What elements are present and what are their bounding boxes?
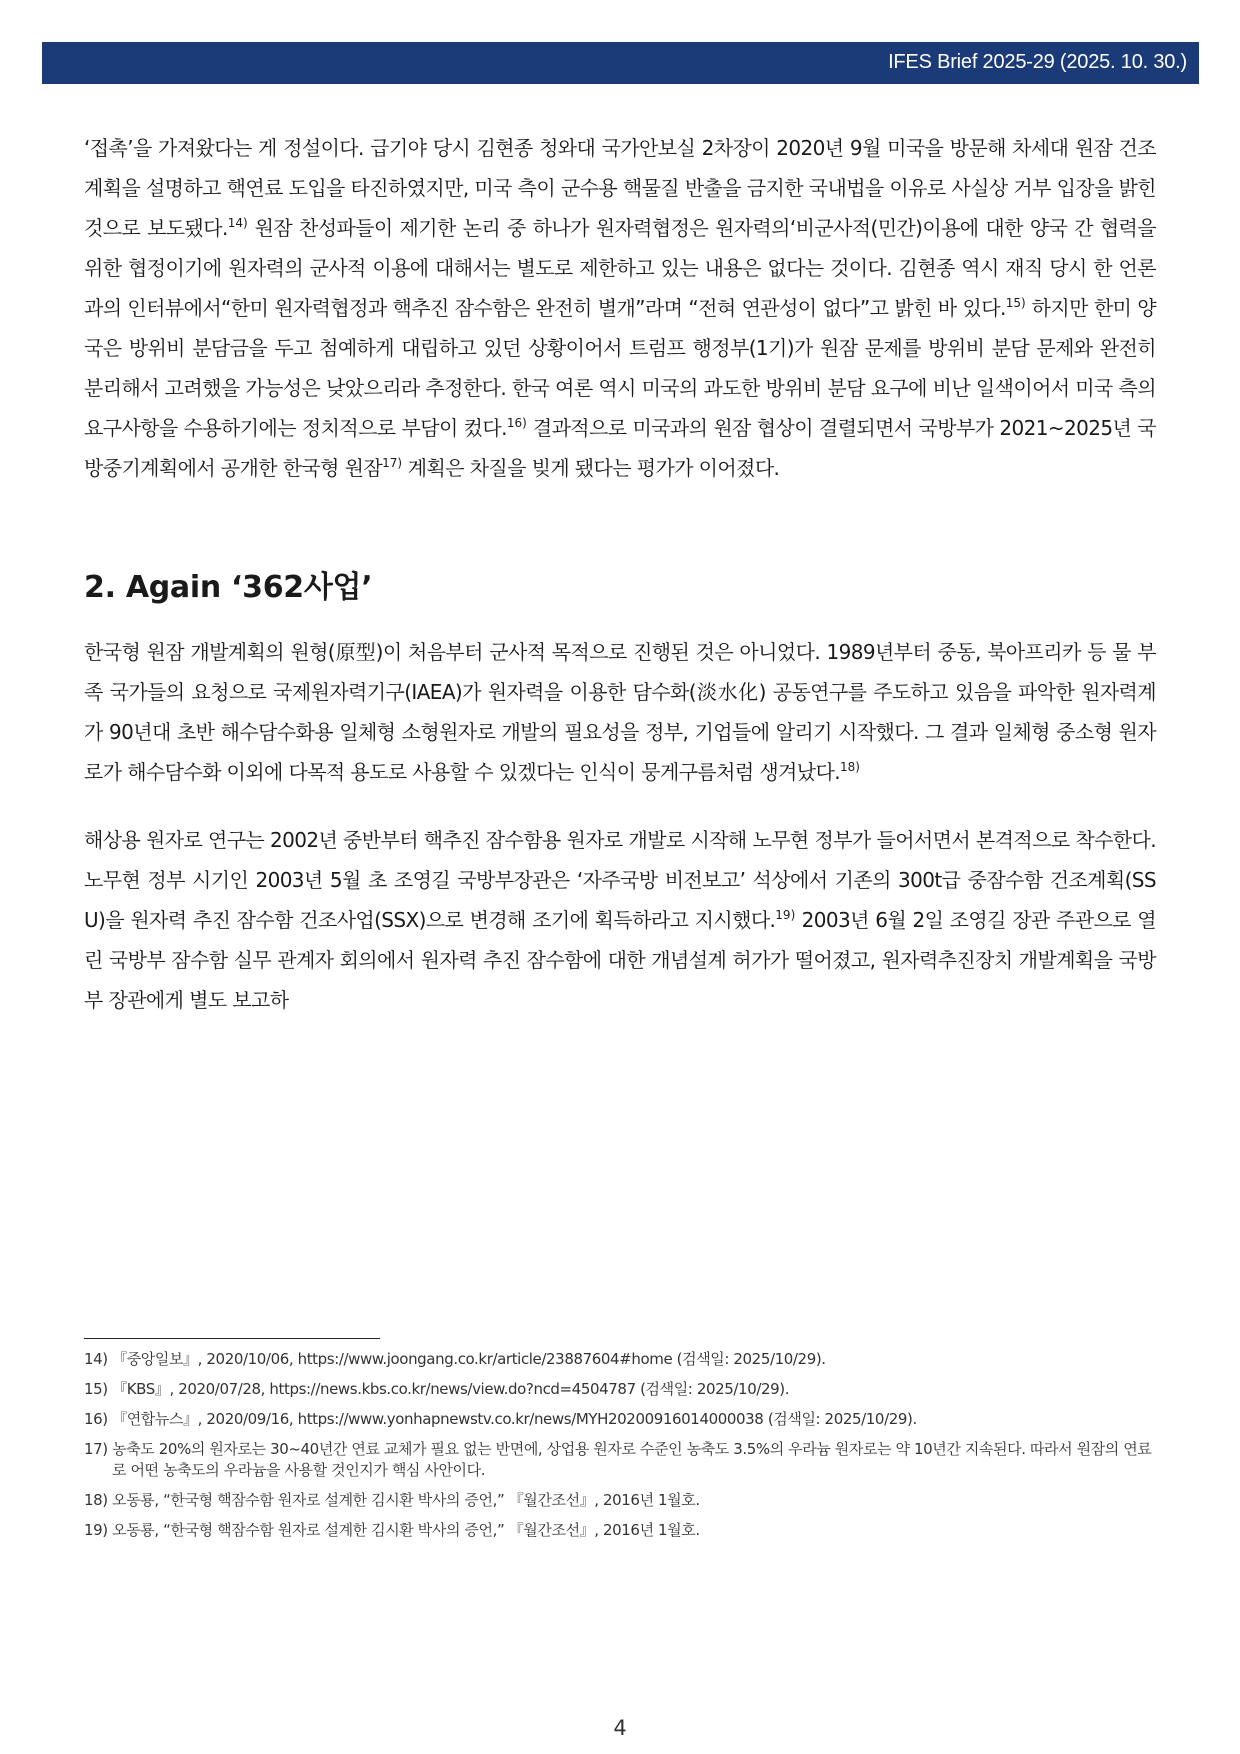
paragraph bbox=[84, 820, 1156, 1020]
text-run: 2003년 6월 2일 조영길 장관 주관으로 열린 국방부 잠수함 실무 관계자 회의에서 원자력 추진 잠수함에 대한 개념설계 허가가 떨어졌고, 원자력추진장치 개발계획을 국방부 장관에게 별도 보고하 bbox=[84, 908, 1156, 1012]
brief-label: IFES Brief 2025-29 (2025. 10. 30.) bbox=[888, 51, 1187, 73]
footnote-item: 17) 농축도 20%의 원자로는 30~40년간 연료 교체가 필요 없는 반면에, 상업용 원자로 수준인 농축도 3.5%의 우라늄 원자로는 약 10년간 지속된다. 따라서 원잠의 연료로 어떤 농축도의 우라늄을 사용할 것인지가 핵심 사안이다. bbox=[84, 1440, 1152, 1479]
footnote-ref[interactable]: 15) bbox=[1005, 296, 1026, 310]
footnote-item: 14) 『중앙일보』, 2020/10/06, https://www.joongang.co.kr/article/23887604#home (검색일: 2025/10/29). bbox=[84, 1350, 826, 1368]
footnote-ref[interactable]: 14) bbox=[227, 216, 248, 230]
footnote-ref[interactable]: 17) bbox=[382, 456, 403, 470]
footnote-ref[interactable]: 18) bbox=[839, 760, 860, 774]
header-bar bbox=[42, 42, 1199, 84]
footnote-item: 16) 『연합뉴스』, 2020/09/16, https://www.yonhapnewstv.co.kr/news/MYH20200916014000038 (검색일: 2025/10/29). bbox=[84, 1410, 917, 1428]
text-run: 한국형 원잠 개발계획의 원형(原型)이 처음부터 군사적 목적으로 진행된 것은 아니었다. 1989년부터 중동, 북아프리카 등 물 부족 국가들의 요청으로 국제원자력기구(IAEA)가 원자력을 이용한 담수화(淡水化) 공동연구를 주도하고 있음을 파악한 원자력계가 90년대 초반 해수담수화용 일체형 소형원자로 개발의 필요성을 정부, 기업들에 알리기 시작했다. 그 결과 일체형 중소형 원자로가 해수담수화 이외에 다목적 용도로 사용할 수 있겠다는 인식이 뭉게구름처럼 생겨났다. bbox=[84, 640, 1156, 784]
text-run: 결과적으로 미국과의 원잠 협상이 결렬되면서 국방부가 2021~2025년 국방중기계획에서 공개한 한국형 원잠 bbox=[84, 416, 1156, 480]
text-run: 해상용 원자로 연구는 2002년 중반부터 핵추진 잠수함용 원자로 개발로 시작해 노무현 정부가 들어서면서 본격적으로 착수한다. 노무현 정부 시기인 2003년 5월 초 조영길 국방부장관은 ‘자주국방 비전보고’ 석상에서 기존의 300t급 중잠수함 건조계획(SSU)을 원자력 추진 잠수함 건조사업(SSX)으로 변경해 조기에 획득하라고 지시했다. bbox=[84, 828, 1156, 932]
footnote-item: 18) 오동룡, “한국형 핵잠수함 원자로 설계한 김시환 박사의 증언,” 『월간조선』, 2016년 1월호. bbox=[84, 1491, 700, 1509]
text-run: 하지만 한미 양국은 방위비 분담금을 두고 첨예하게 대립하고 있던 상황이어서 트럼프 행정부(1기)가 원잠 문제를 방위비 분담 문제와 완전히 분리해서 고려했을 가능성은 낮았으리라 추정한다. 한국 여론 역시 미국의 과도한 방위비 분담 요구에 비난 일색이어서 미국 측의 요구사항을 수용하기에는 정치적으로 부담이 컸다. bbox=[84, 296, 1156, 440]
footnote-ref[interactable]: 16) bbox=[506, 416, 527, 430]
main-content bbox=[84, 128, 1156, 1020]
footnote-item: 19) 오동룡, “한국형 핵잠수함 원자로 설계한 김시환 박사의 증언,” 『월간조선』, 2016년 1월호. bbox=[84, 1521, 700, 1539]
footnote-ref[interactable]: 19) bbox=[775, 908, 796, 922]
text-run: 원잠 찬성파들이 제기한 논리 중 하나가 원자력협정은 원자력의‘비군사적(민간)이용에 대한 양국 간 협력을 위한 협정이기에 원자력의 군사적 이용에 대해서는 별도로 제한하고 있는 내용은 없다는 것이다. 김현종 역시 재직 당시 한 언론과의 인터뷰에서“한미 원자력협정과 핵추진 잠수함은 완전히 별개”라며 “전혀 연관성이 없다”고 밝힌 바 있다. bbox=[84, 216, 1156, 320]
text-run: 계획은 차질을 빚게 됐다는 평가가 이어졌다. bbox=[402, 456, 780, 480]
footnote-item: 15) 『KBS』, 2020/07/28, https://news.kbs.co.kr/news/view.do?ncd=4504787 (검색일: 2025/10/29). bbox=[84, 1380, 790, 1398]
page-number: 4 bbox=[613, 1716, 627, 1740]
text-run: ‘접촉’을 가져왔다는 게 정설이다. 급기야 당시 김현종 청와대 국가안보실 2차장이 2020년 9월 미국을 방문해 차세대 원잠 건조계획을 설명하고 핵연료 도입을 타진하였지만, 미국 측이 군수용 핵물질 반출을 금지한 국내법을 이유로 사실상 거부 입장을 밝힌 것으로 보도됐다. bbox=[84, 136, 1156, 240]
section-title: 2. Again ‘362사업’ bbox=[84, 570, 373, 605]
footnotes bbox=[84, 1338, 1156, 1550]
paragraph bbox=[84, 632, 1156, 792]
paragraph bbox=[84, 128, 1156, 488]
footnote-divider bbox=[84, 1338, 380, 1339]
